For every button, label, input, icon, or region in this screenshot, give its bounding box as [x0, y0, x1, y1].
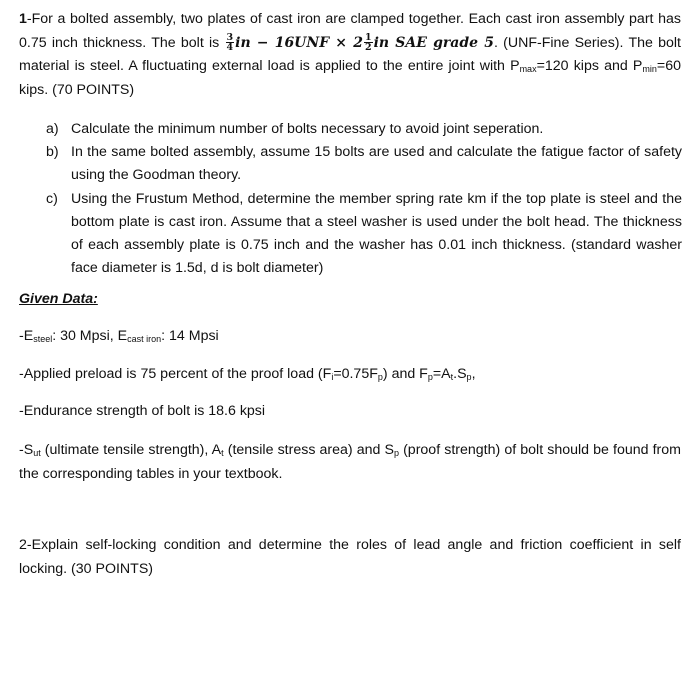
question-1: 1-For a bolted assembly, two plates of cast iron are clamped together. Each cast iron assembly part has 0.75 inch thickness. The bolt is $\frac{3}{4}$ in − 16UNF × 2 $\frac{1}{2}$ in SAE grade 5. (UNF-Fine Series). The bolt material is steel. A fluctuating external load is applied to the entire joint with $P_{max}=120$ kips and $P_{min}=60$ kips. (70 POINTS): [19, 11, 682, 98]
given-data-heading: Given Data:: [19, 291, 98, 307]
subpart-b: b) In the same bolted assembly, assume 15 bolts are used and calculate the fatigue factor of safety using the Goodman theory.: [46, 144, 682, 184]
bolt-length-fraction: $\frac{1}{2}$: [364, 32, 372, 54]
question-1-number: 1: [19, 11, 27, 27]
bolt-spec-thread: in − 16UNF × 2: [235, 34, 363, 51]
preload-line: -Applied preload is 75 percent of the proof load $(F_i=0.75F_p)$ and $F_p=A_t.S_p$,: [19, 366, 476, 382]
subpart-a: a) Calculate the minimum number of bolts necessary to avoid joint seperation.: [46, 121, 544, 137]
subpart-c: c) Using the Frustum Method, determine the member spring rate km if the top plate is steel and the bottom plate is cast iron. Assume that a steel washer is used under the bolt head. The thickness of each assembly plate is 0.75 inch and the washer has 0.01 inch thickness. (standard washer face diameter is 1.5d, d is bolt diameter): [46, 190, 682, 277]
tables-line: $-S_{ut}$ (ultimate tensile strength), $A_t$ (tensile stress area) and $S_p$ (proof strength) of bolt should be found from the corresponding tables in your textbook.: [19, 442, 681, 482]
question-1-subparts: [46, 118, 682, 280]
question-2: 2-Explain self-locking condition and determine the roles of lead angle and friction coefficient in self locking. (30 POINTS): [19, 537, 681, 577]
endurance-line: -Endurance strength of bolt is 18.6 kpsi: [19, 403, 266, 419]
bolt-diameter-fraction: $\frac{3}{4}$: [226, 32, 234, 54]
bolt-spec-grade: in SAE grade 5: [373, 34, 494, 51]
modulus-line: $-E_{steel}$: 30 Mpsi, $E_{cast iron}$: 14 Mpsi: [19, 328, 219, 344]
question-1-intro: -For a bolted assembly, two plates of cast iron are clamped together. Each cast iron assembly part has 0.75 inch thickness. The bolt is: [19, 11, 681, 51]
